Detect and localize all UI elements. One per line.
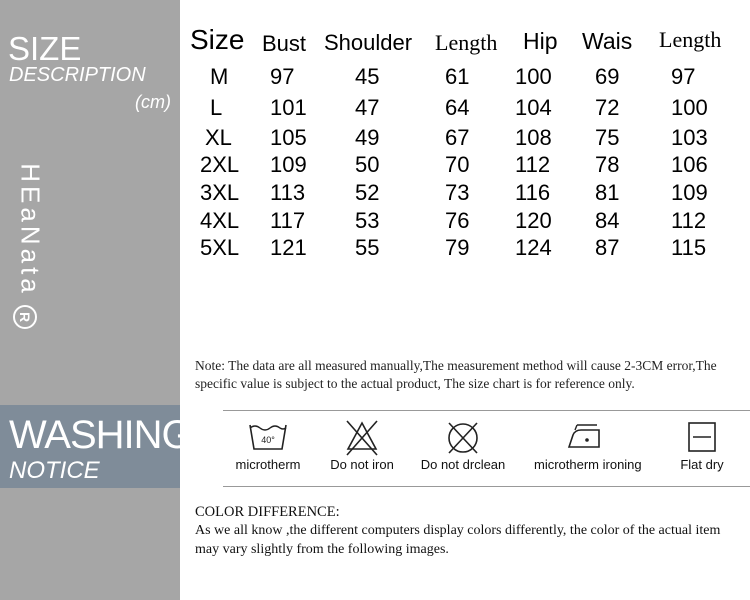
cell-waist-2xl: 78 (595, 152, 620, 177)
wash-label-flat-dry: Flat dry (680, 457, 724, 472)
cell-shoulder-xl: 49 (355, 125, 380, 150)
cell-shoulder-4xl: 53 (355, 208, 380, 233)
wash-item-no-dryclean (413, 411, 513, 486)
cell-shoulder-2xl: 50 (355, 152, 380, 177)
registered-mark: R (13, 305, 37, 329)
washing-notice-box (0, 405, 192, 488)
cell-bust-2xl: 109 (270, 152, 307, 177)
flat-dry-icon (681, 419, 723, 457)
size-title: SIZE (8, 30, 82, 67)
cell-bust-l: 101 (270, 95, 307, 120)
wash-label-iron-low: microtherm ironing (534, 457, 642, 472)
cell-waist-xl: 75 (595, 125, 620, 150)
cell-hip-xl: 108 (515, 125, 552, 150)
cell-hip-2xl: 112 (515, 152, 551, 177)
brand-name: HEaNata (15, 163, 46, 297)
cell-length-l: 64 (445, 95, 470, 120)
cell-length-2-3xl: 109 (671, 180, 708, 205)
wash-label-microtherm: microtherm (235, 457, 301, 472)
cell-hip-m: 100 (515, 64, 552, 89)
cell-size-3xl: 3XL (200, 180, 240, 205)
header-shoulder: Shoulder (324, 30, 413, 55)
color-difference-line-1: As we all know ,the different computers display colors differently, the color of the actual item (195, 523, 721, 538)
cell-size-m: M (210, 64, 229, 89)
cell-length-4xl: 76 (445, 208, 470, 233)
svg-text:40°: 40° (261, 435, 275, 445)
cell-length-m: 61 (445, 64, 470, 89)
cell-waist-4xl: 84 (595, 208, 620, 233)
wash-40-icon (247, 419, 289, 457)
cell-hip-4xl: 120 (515, 208, 552, 233)
cell-length-2-m: 97 (671, 64, 696, 89)
measurement-note: Note: The data are all measured manually,The measurement method will cause 2-3CM error,The specific value is subject to the actual product, The size chart is for reference only. (195, 358, 717, 391)
cell-size-xl: XL (205, 125, 232, 150)
cell-size-2xl: 2XL (200, 152, 240, 177)
cell-bust-4xl: 117 (270, 208, 306, 233)
header-length-2: Length (659, 27, 722, 52)
cell-bust-m: 97 (270, 64, 295, 89)
color-difference-text (195, 521, 750, 559)
cell-length-xl: 67 (445, 125, 470, 150)
wash-item-flat-dry (652, 411, 750, 486)
wash-item-no-iron (312, 411, 412, 486)
cell-waist-5xl: 87 (595, 235, 620, 260)
cell-hip-3xl: 116 (515, 180, 551, 205)
cell-bust-3xl: 113 (270, 180, 306, 205)
cell-shoulder-m: 45 (355, 64, 380, 89)
no-dryclean-icon (442, 419, 484, 457)
header-length: Length (435, 30, 498, 55)
unit-label: (cm) (135, 92, 171, 112)
cell-shoulder-5xl: 55 (355, 235, 380, 260)
cell-bust-5xl: 121 (270, 235, 307, 260)
wash-label-no-dryclean: Do not drclean (420, 457, 506, 472)
header-size: Size (190, 24, 245, 55)
wash-label-no-iron: Do not iron (330, 457, 394, 472)
washing-title: WASHING (9, 413, 192, 457)
wash-item-iron-low (534, 411, 642, 486)
cell-bust-xl: 105 (270, 125, 307, 150)
header-waist: Wais (582, 28, 633, 54)
cell-length-5xl: 79 (445, 235, 470, 260)
washing-icons-panel (223, 410, 750, 487)
cell-hip-5xl: 124 (515, 235, 552, 260)
cell-size-4xl: 4XL (200, 208, 240, 233)
cell-length-3xl: 73 (445, 180, 470, 205)
cell-waist-3xl: 81 (595, 180, 620, 205)
no-iron-icon (341, 419, 383, 457)
washing-subtitle: NOTICE (9, 457, 100, 484)
cell-size-l: L (210, 95, 223, 120)
cell-shoulder-l: 47 (355, 95, 380, 120)
cell-size-5xl: 5XL (200, 235, 240, 260)
cell-waist-l: 72 (595, 95, 620, 120)
cell-waist-m: 69 (595, 64, 620, 89)
header-hip: Hip (523, 28, 558, 54)
header-bust: Bust (262, 31, 307, 56)
cell-shoulder-3xl: 52 (355, 180, 380, 205)
cell-length-2-4xl: 112 (671, 208, 707, 233)
cell-hip-l: 104 (515, 95, 552, 120)
cell-length-2-2xl: 106 (671, 152, 708, 177)
color-difference-line-2: may vary slightly from the following images. (195, 542, 449, 557)
cell-length-2-5xl: 115 (671, 235, 707, 260)
sidebar (0, 0, 192, 600)
size-subtitle: DESCRIPTION (9, 64, 146, 86)
iron-low-icon (563, 419, 605, 457)
cell-length-2-l: 100 (671, 95, 708, 120)
wash-item-microtherm (218, 411, 318, 486)
cell-length-2-xl: 103 (671, 125, 708, 150)
color-difference-title: COLOR DIFFERENCE: (195, 504, 340, 520)
cell-length-2xl: 70 (445, 152, 470, 177)
